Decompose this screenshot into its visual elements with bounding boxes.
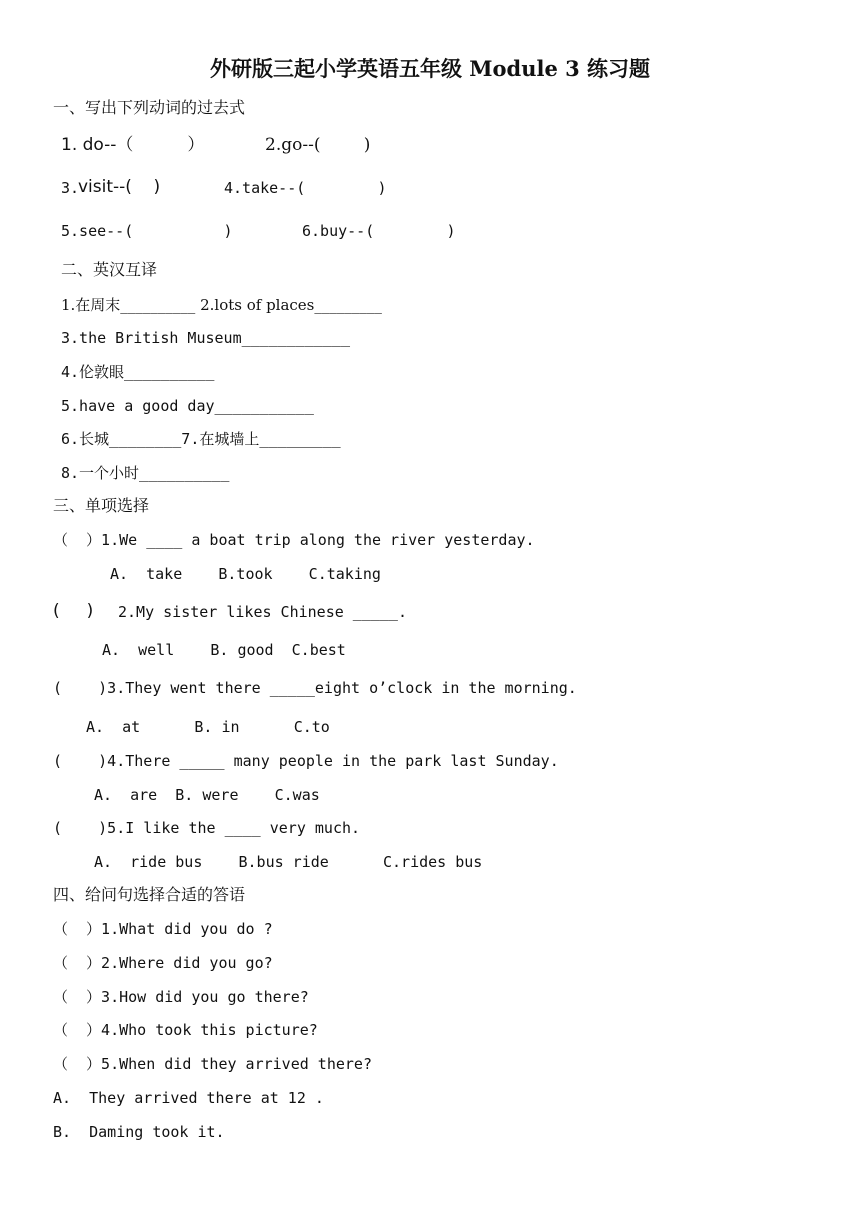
s2-line-1: 1.在周末__________ 2.lots of places_________	[61, 296, 382, 314]
section2-heading: 二、英汉互译	[61, 260, 158, 279]
s1-item-3-number: 3.	[61, 179, 80, 197]
s3-question-2-paren: ( )	[53, 601, 94, 621]
page-title: 外研版三起小学英语五年级 Module 3 练习题	[209, 56, 651, 81]
s3-question-4-options: A. are B. were C.was	[94, 786, 320, 804]
s3-question-3-options: A. at B. in C.to	[86, 718, 330, 736]
s2-line-6: 6.长城________7.在城墙上_________	[61, 430, 341, 448]
s1-item-6: 6.buy--( )	[302, 222, 456, 240]
s2-line-8: 8.一个小时__________	[61, 464, 230, 482]
s3-question-5-options: A. ride bus B.bus ride C.rides bus	[94, 853, 483, 871]
s1-item-1: 1. do--（ ）	[61, 135, 205, 155]
s3-question-2: 2.My sister likes Chinese _____.	[118, 603, 407, 621]
section1-heading: 一、写出下列动词的过去式	[53, 98, 246, 117]
s4-question-1: （ ）1.What did you do ?	[53, 920, 273, 938]
s1-item-3: visit--( )	[78, 177, 161, 197]
s3-question-5: ( )5.I like the ____ very much.	[53, 819, 361, 837]
s2-line-4: 4.伦敦眼__________	[61, 363, 215, 381]
s4-question-3: （ ）3.How did you go there?	[53, 988, 309, 1006]
s3-question-2-options: A. well B. good C.best	[102, 641, 346, 659]
s3-question-3: ( )3.They went there _____eight o’clock in the morning.	[53, 679, 577, 697]
s3-question-1: （ ）1.We ____ a boat trip along the river yesterday.	[53, 531, 535, 549]
section3-heading: 三、单项选择	[53, 496, 150, 515]
s1-item-2: 2.go--( )	[265, 135, 371, 155]
s4-answer-b: B. Daming took it.	[53, 1123, 225, 1141]
s4-question-2: （ ）2.Where did you go?	[53, 954, 273, 972]
s4-question-4: （ ）4.Who took this picture?	[53, 1021, 318, 1039]
s2-line-5: 5.have a good day___________	[61, 397, 314, 415]
s4-answer-a: A. They arrived there at 12 .	[53, 1089, 324, 1107]
s4-question-5: （ ）5.When did they arrived there?	[53, 1055, 372, 1073]
s1-item-4: 4.take--( )	[224, 179, 387, 197]
s1-item-5: 5.see--( )	[61, 222, 233, 240]
s3-question-1-options: A. take B.took C.taking	[110, 565, 381, 583]
s3-question-4: ( )4.There _____ many people in the park last Sunday.	[53, 752, 559, 770]
section4-heading: 四、给问句选择合适的答语	[53, 885, 246, 904]
s2-line-3: 3.the British Museum____________	[61, 329, 350, 347]
